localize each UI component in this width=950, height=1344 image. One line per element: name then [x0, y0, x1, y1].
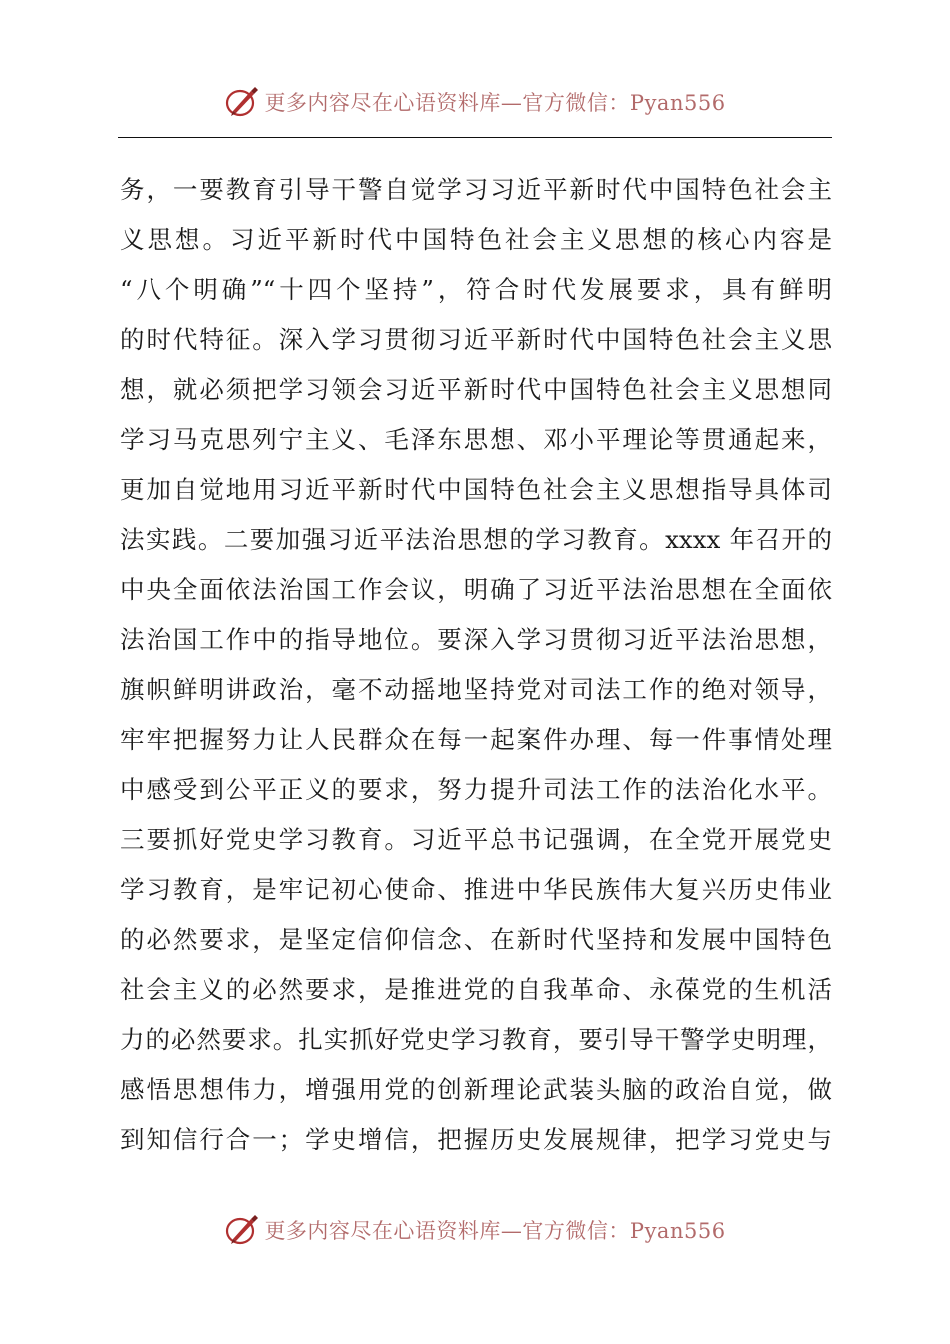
body-line: 中央全面依法治国工作会议，明确了习近平法治思想在全面依	[120, 575, 832, 604]
body-line: 学习马克思列宁主义、毛泽东思想、邓小平理论等贯通起来，	[120, 425, 832, 454]
body-line: 感悟思想伟力，增强用党的创新理论武装头脑的政治自觉，做	[120, 1075, 832, 1104]
body-line: 想，就必须把学习领会习近平新时代中国特色社会主义思想同	[120, 375, 832, 404]
pen-logo-icon	[224, 1213, 260, 1247]
body-line: 义思想。习近平新时代中国特色社会主义思想的核心内容是	[120, 225, 832, 254]
header-divider	[118, 137, 832, 138]
body-line: 更加自觉地用习近平新时代中国特色社会主义思想指导具体司	[120, 475, 832, 504]
body-line: 牢牢把握努力让人民群众在每一起案件办理、每一件事情处理	[120, 725, 832, 754]
body-line: 法治国工作中的指导地位。要深入学习贯彻习近平法治思想，	[120, 625, 832, 654]
body-line: 旗帜鲜明讲政治，毫不动摇地坚持党对司法工作的绝对领导，	[120, 675, 832, 704]
footer-banner	[0, 1210, 950, 1250]
body-line: 三要抓好党史学习教育。习近平总书记强调，在全党开展党史	[120, 825, 832, 854]
body-line: 学习教育，是牢记初心使命、推进中华民族伟大复兴历史伟业	[120, 875, 832, 904]
body-line: 务，一要教育引导干警自觉学习习近平新时代中国特色社会主	[120, 175, 832, 204]
body-line: 社会主义的必然要求，是推进党的自我革命、永葆党的生机活	[120, 975, 832, 1004]
document-body	[120, 165, 832, 1165]
body-line: 法实践。二要加强习近平法治思想的学习教育。xxxx 年召开的	[120, 525, 832, 554]
footer-banner-text: 更多内容尽在心语资料库—官方微信：Pyan556	[264, 1219, 726, 1243]
body-line: 的必然要求，是坚定信仰信念、在新时代坚持和发展中国特色	[120, 925, 832, 954]
header-banner-text: 更多内容尽在心语资料库—官方微信：Pyan556	[264, 91, 726, 115]
body-line: 中感受到公平正义的要求，努力提升司法工作的法治化水平。	[120, 775, 832, 804]
body-line: “八个明确”“十四个坚持”，符合时代发展要求，具有鲜明	[120, 275, 832, 304]
body-line: 的时代特征。深入学习贯彻习近平新时代中国特色社会主义思	[120, 325, 832, 354]
body-line: 到知信行合一；学史增信，把握历史发展规律，把学习党史与	[120, 1125, 832, 1154]
header-banner	[0, 82, 950, 122]
body-line: 力的必然要求。扎实抓好党史学习教育，要引导干警学史明理，	[120, 1025, 832, 1054]
pen-logo-icon	[224, 85, 260, 119]
